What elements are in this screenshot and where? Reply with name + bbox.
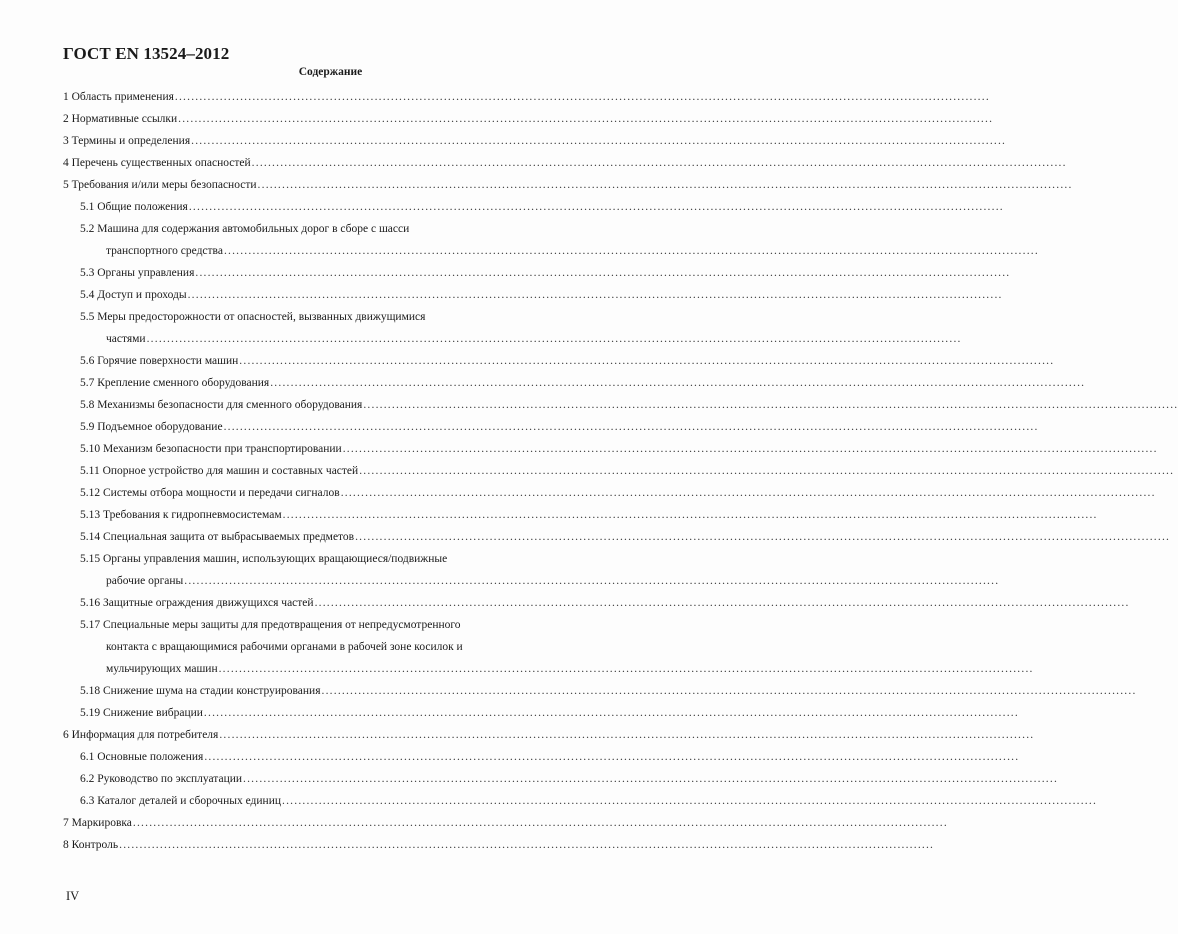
dot-leader: ........................................................................................................................................................................................................ <box>191 135 1007 147</box>
document-code: ГОСТ EN 13524–2012 <box>63 44 230 63</box>
toc-entry-text: 8 Контроль <box>63 839 119 851</box>
dot-leader: ........................................................................................................................................................................................................ <box>223 421 1039 433</box>
dot-leader: ........................................................................................................................................................................................................ <box>321 685 1137 697</box>
dot-leader: ........................................................................................................................................................................................................ <box>203 707 1019 719</box>
toc-entry-text: транспортного средства <box>106 245 223 257</box>
dot-leader: ........................................................................................................................................................................................................ <box>132 817 948 829</box>
dot-leader: ........................................................................................................................................................................................................ <box>359 465 1175 477</box>
dot-leader: ........................................................................................................................................................................................................ <box>174 91 990 103</box>
dot-leader: ........................................................................................................................................................................................................ <box>187 289 1003 301</box>
toc-entry-text: 5.10 Механизм безопасности при транспортировании <box>80 443 342 455</box>
toc-entry-text: 2 Нормативные ссылки <box>63 113 178 125</box>
page-number: IV <box>66 889 80 903</box>
toc-entry-text: 7 Маркировка <box>63 817 132 829</box>
dot-leader: ........................................................................................................................................................................................................ <box>243 773 1059 785</box>
dot-leader: ........................................................................................................................................................................................................ <box>178 113 994 125</box>
toc-entry-text: 5 Требования и/или меры безопасности <box>63 179 257 191</box>
toc-entry-text: рабочие органы <box>106 575 184 587</box>
toc-entry-text: 5.1 Общие положения <box>80 201 188 213</box>
toc-entry-text: 5.18 Снижение шума на стадии конструирования <box>80 685 321 697</box>
toc-entry-text: 5.8 Механизмы безопасности для сменного оборудования <box>80 399 363 411</box>
dot-leader: ........................................................................................................................................................................................................ <box>146 333 962 345</box>
toc-entry-text: 5.3 Органы управления <box>80 267 195 279</box>
dot-leader: ........................................................................................................................................................................................................ <box>363 399 1178 411</box>
toc-entry-text: 5.7 Крепление сменного оборудования <box>80 377 270 389</box>
dot-leader: ........................................................................................................................................................................................................ <box>204 751 1020 763</box>
toc-title: Содержание <box>298 66 363 78</box>
toc-entry-text: 5.16 Защитные ограждения движущихся частей <box>80 597 314 609</box>
toc-entry-text: 4 Перечень существенных опасностей <box>63 157 251 169</box>
toc-entry-text: 5.12 Системы отбора мощности и передачи сигналов <box>80 487 340 499</box>
dot-leader: ........................................................................................................................................................................................................ <box>223 245 1039 257</box>
dot-leader: ........................................................................................................................................................................................................ <box>314 597 1130 609</box>
toc-entry-text: 5.15 Органы управления машин, использующих вращающиеся/подвижные <box>80 553 448 565</box>
toc-entry-text: контакта с вращающимися рабочими органами в рабочей зоне косилок и <box>106 641 463 653</box>
dot-leader: ........................................................................................................................................................................................................ <box>251 157 1067 169</box>
dot-leader: ........................................................................................................................................................................................................ <box>119 839 935 851</box>
toc-entry-text: мульчирующих машин <box>106 663 218 675</box>
dot-leader: ........................................................................................................................................................................................................ <box>218 663 1034 675</box>
dot-leader: ........................................................................................................................................................................................................ <box>257 179 1073 191</box>
toc-entry-text: 5.13 Требования к гидропневмосистемам <box>80 509 282 521</box>
dot-leader: ........................................................................................................................................................................................................ <box>188 201 1004 213</box>
dot-leader: ........................................................................................................................................................................................................ <box>340 487 1156 499</box>
dot-leader: ........................................................................................................................................................................................................ <box>355 531 1171 543</box>
toc-entry-text: 6.2 Руководство по эксплуатации <box>80 773 243 785</box>
toc-entry-text: 6 Информация для потребителя <box>63 729 219 741</box>
toc-entry-text: частями <box>106 333 146 345</box>
dot-leader: ........................................................................................................................................................................................................ <box>219 729 1035 741</box>
toc-entry-text: 5.2 Машина для содержания автомобильных дорог в сборе с шасси <box>80 223 410 235</box>
toc-entry-text: 5.14 Специальная защита от выбрасываемых предметов <box>80 531 355 543</box>
toc-entry-text: 5.6 Горячие поверхности машин <box>80 355 239 367</box>
dot-leader: ........................................................................................................................................................................................................ <box>342 443 1158 455</box>
toc-entry-text: 5.11 Опорное устройство для машин и составных частей <box>80 465 359 477</box>
dot-leader: ........................................................................................................................................................................................................ <box>282 795 1098 807</box>
toc-entry-text: 3 Термины и определения <box>63 135 191 147</box>
toc-entry-text: 5.19 Снижение вибрации <box>80 707 203 719</box>
dot-leader: ........................................................................................................................................................................................................ <box>270 377 1086 389</box>
dot-leader: ........................................................................................................................................................................................................ <box>195 267 1011 279</box>
toc-entry-text: 6.3 Каталог деталей и сборочных единиц <box>80 795 282 807</box>
toc-entry-text: 5.9 Подъемное оборудование <box>80 421 223 433</box>
toc-entry-text: 5.5 Меры предосторожности от опасностей, вызванных движущимися <box>80 311 426 323</box>
toc-entry-text: 5.4 Доступ и проходы <box>80 289 187 301</box>
dot-leader: ........................................................................................................................................................................................................ <box>184 575 1000 587</box>
toc-entry-text: 5.17 Специальные меры защиты для предотвращения от непредусмотренного <box>80 619 461 631</box>
toc-entry-text: 1 Область применения <box>63 91 174 103</box>
toc-entry-text: 6.1 Основные положения <box>80 751 204 763</box>
dot-leader: ........................................................................................................................................................................................................ <box>239 355 1055 367</box>
dot-leader: ........................................................................................................................................................................................................ <box>282 509 1098 521</box>
